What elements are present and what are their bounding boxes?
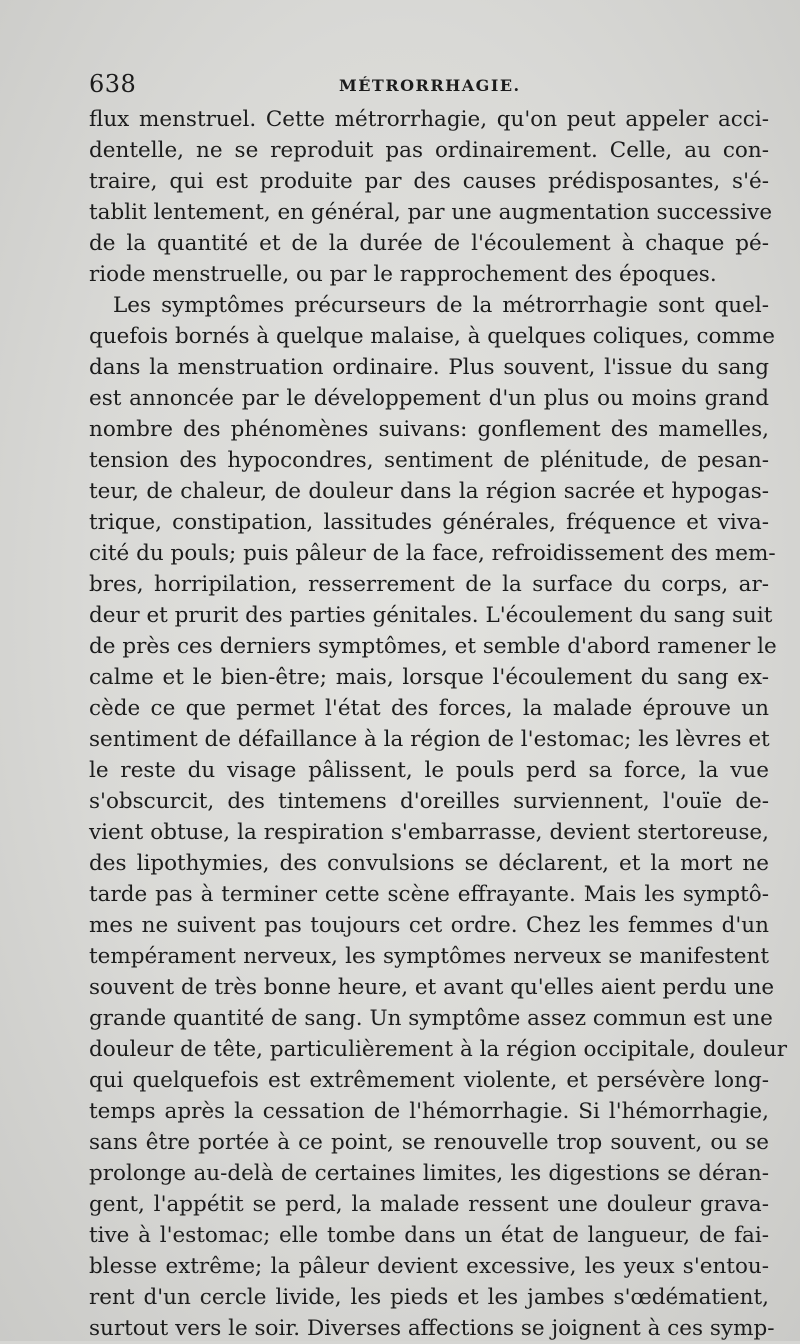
text-line: est annoncée par le développement d'un plus ou moins grand	[89, 386, 769, 411]
page-header	[89, 70, 769, 104]
text-line: de la quantité et de la durée de l'écoulement à chaque pé-	[89, 231, 769, 256]
text-line: calme et le bien-être; mais, lorsque l'écoulement du sang ex-	[89, 665, 769, 690]
text-line: teur, de chaleur, de douleur dans la région sacrée et hypogas-	[89, 479, 769, 504]
text-line: surtout vers le soir. Diverses affections se joignent à ces symp-	[89, 1316, 775, 1341]
text-line: flux menstruel. Cette métrorrhagie, qu'on peut appeler acci-	[89, 107, 769, 132]
text-line: nombre des phénomènes suivans: gonflement des mamelles,	[89, 417, 769, 442]
text-line: le reste du visage pâlissent, le pouls perd sa force, la vue	[89, 758, 769, 783]
text-line: prolonge au-delà de certaines limites, les digestions se déran-	[89, 1161, 769, 1186]
text-line: cède ce que permet l'état des forces, la malade éprouve un	[89, 696, 769, 721]
text-line: tension des hypocondres, sentiment de plénitude, de pesan-	[89, 448, 769, 473]
text-line: rent d'un cercle livide, les pieds et les jambes s'œdématient,	[89, 1285, 769, 1310]
text-line: s'obscurcit, des tintemens d'oreilles surviennent, l'ouïe de-	[89, 789, 769, 814]
text-line: tive à l'estomac; elle tombe dans un état de langueur, de fai-	[89, 1223, 769, 1248]
text-line: des lipothymies, des convulsions se déclarent, et la mort ne	[89, 851, 769, 876]
text-line: deur et prurit des parties génitales. L'écoulement du sang suit	[89, 603, 773, 628]
text-line: qui quelquefois est extrêmement violente, et persévère long-	[89, 1068, 769, 1093]
text-line: dans la menstruation ordinaire. Plus souvent, l'issue du sang	[89, 355, 769, 380]
body-text	[89, 104, 787, 1344]
text-line: tablit lentement, en général, par une augmentation successive	[89, 200, 773, 225]
text-line: mes ne suivent pas toujours cet ordre. Chez les femmes d'un	[89, 913, 769, 938]
text-line: tempérament nerveux, les symptômes nerveux se manifestent	[89, 944, 769, 969]
text-line: traire, qui est produite par des causes prédisposantes, s'é-	[89, 169, 769, 194]
text-line: cité du pouls; puis pâleur de la face, refroidissement des mem-	[89, 541, 776, 566]
text-line: grande quantité de sang. Un symptôme assez commun est une	[89, 1006, 773, 1031]
text-line: trique, constipation, lassitudes générales, fréquence et viva-	[89, 510, 769, 535]
text-line: vient obtuse, la respiration s'embarrasse, devient stertoreuse,	[89, 820, 769, 845]
text-line: sentiment de défaillance à la région de l'estomac; les lèvres et	[89, 727, 770, 752]
text-line: Les symptômes précurseurs de la métrorrhagie sont quel-	[113, 293, 769, 318]
text-line: sans être portée à ce point, se renouvelle trop souvent, ou se	[89, 1130, 769, 1155]
text-line: gent, l'appétit se perd, la malade ressent une douleur grava-	[89, 1192, 769, 1217]
text-line: de près ces derniers symptômes, et semble d'abord ramener le	[89, 634, 777, 659]
text-line: temps après la cessation de l'hémorrhagie. Si l'hémorrhagie,	[89, 1099, 769, 1124]
page-number: 638	[89, 70, 137, 98]
text-line: bres, horripilation, resserrement de la surface du corps, ar-	[89, 572, 769, 597]
text-line: tarde pas à terminer cette scène effrayante. Mais les symptô-	[89, 882, 769, 907]
text-line: riode menstruelle, ou par le rapprochement des époques.	[89, 262, 717, 287]
text-line: dentelle, ne se reproduit pas ordinairement. Celle, au con-	[89, 138, 769, 163]
text-line: douleur de tête, particulièrement à la région occipitale, douleur	[89, 1037, 787, 1062]
running-head: MÉTRORRHAGIE.	[339, 76, 521, 95]
text-line: quefois bornés à quelque malaise, à quelques coliques, comme	[89, 324, 775, 349]
text-line: blesse extrême; la pâleur devient excessive, les yeux s'entou-	[89, 1254, 769, 1279]
text-line: souvent de très bonne heure, et avant qu'elles aient perdu une	[89, 975, 775, 1000]
